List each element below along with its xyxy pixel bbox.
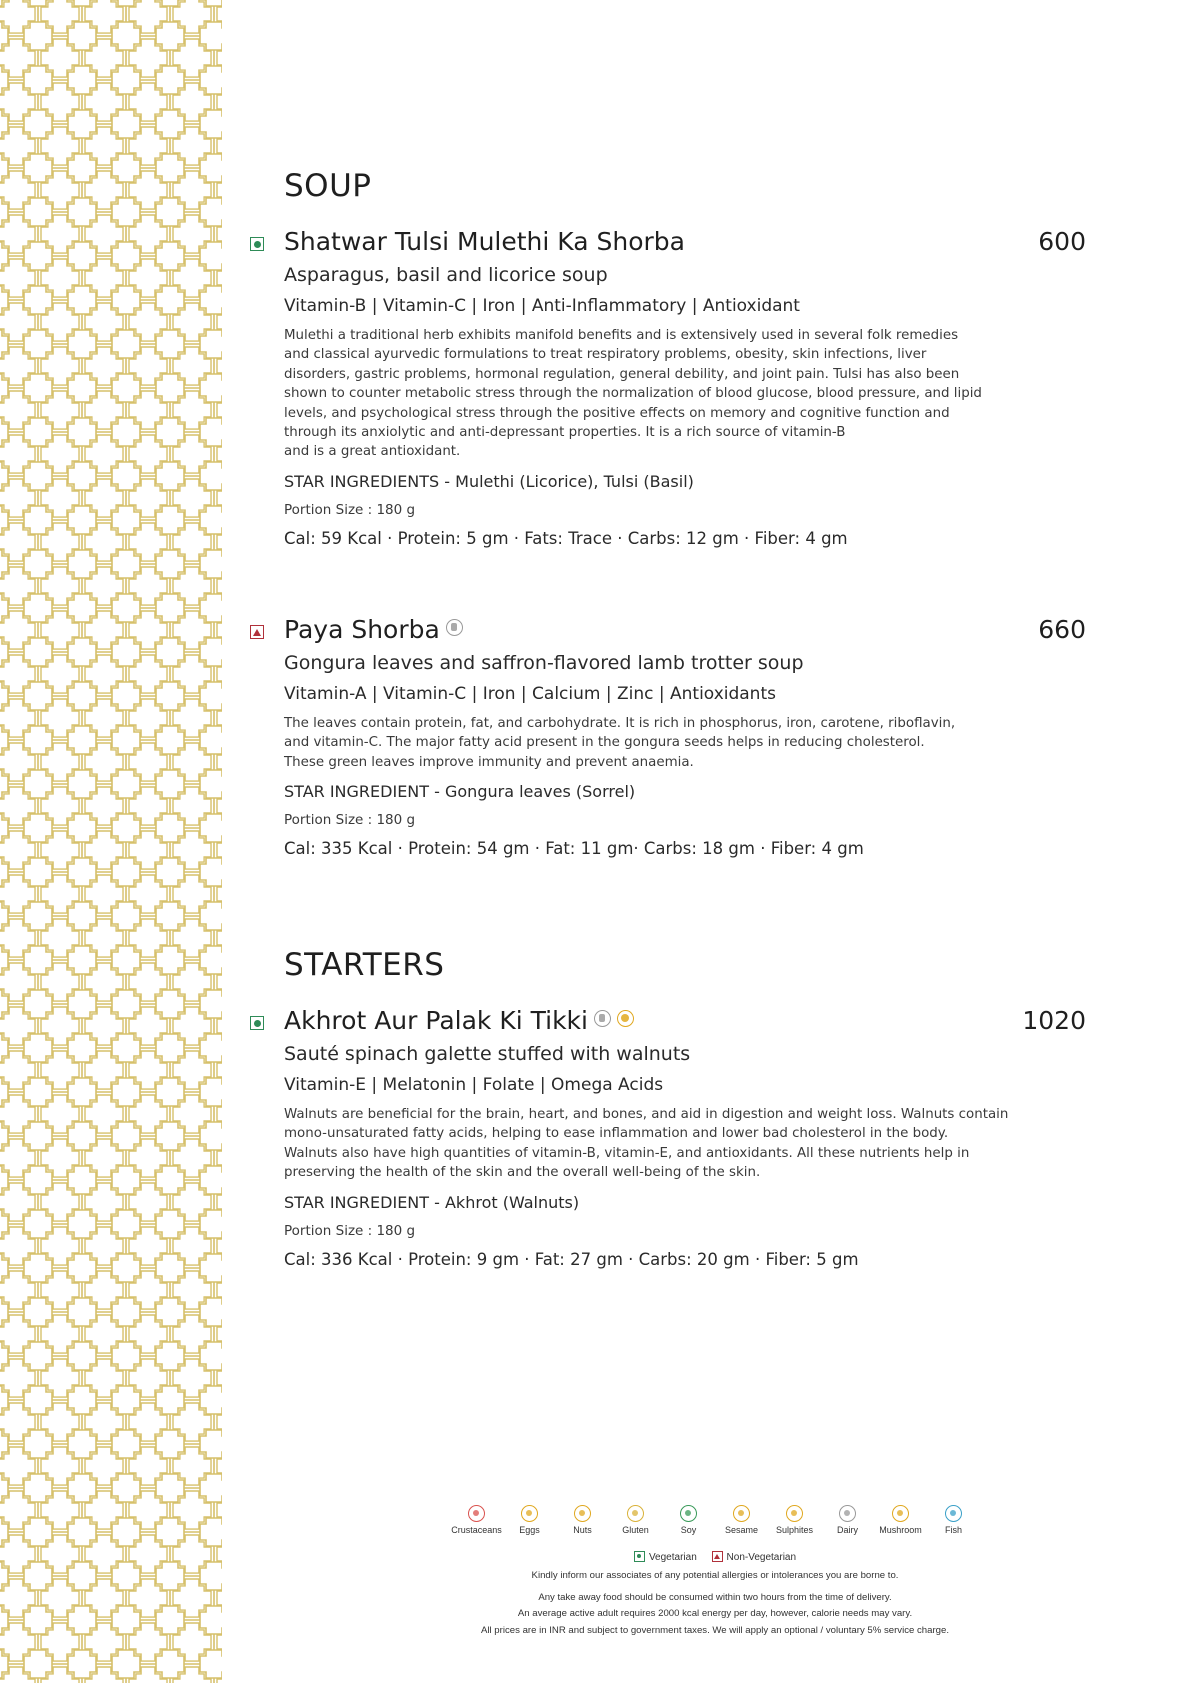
diet-legend [450,1551,980,1563]
item-description: Walnuts are beneficial for the brain, heart, and bones, and aid in digestion and weight loss. Walnuts contain mono-unsaturated fatty acids, helping to ease inflammation and lower bad cholesterol in the body. Walnuts also have high quantities of vitamin-B, vitamin-E, and antioxidants. All these nutrients help in preserving the health of the skin and the overall well-being of the skin. [284,1107,1009,1181]
menu-item [250,227,1090,548]
allergen-legend-label: Sesame [724,1525,759,1535]
veg-label: Vegetarian [648,1552,697,1563]
section-title-starters: STARTERS [284,947,445,983]
takeaway-notice: Any take away food should be consumed within two hours from the time of delivery. [538,1591,892,1603]
allergen-legend-label: Mushroom [879,1525,922,1535]
allergen-legend-item [715,1505,768,1535]
item-calories: Cal: 335 Kcal · Protein: 54 gm · Fat: 11 gm· Carbs: 18 gm · Fiber: 4 gm [284,839,864,859]
item-nutrients: Vitamin-A | Vitamin-C | Iron | Calcium | Zinc | Antioxidants [284,684,776,704]
menu-item [250,1006,1090,1269]
allergen-legend-item [450,1505,503,1535]
allergen-legend-label: Gluten [622,1525,649,1535]
item-description: The leaves contain protein, fat, and carbohydrate. It is rich in phosphorus, iron, carotene, riboflavin, and vitamin-C. The major fatty acid present in the gongura seeds helps in reducing cholesterol. These green leaves improve immunity and prevent anaemia. [284,716,956,770]
soy-icon [680,1505,697,1522]
non-veg-icon [250,625,264,639]
non-veg-icon [712,1551,723,1562]
allergen-legend-item [927,1505,980,1535]
non-veg-label: Non-Vegetarian [726,1552,797,1563]
veg-icon [634,1551,645,1562]
price-notice: All prices are in INR and subject to government taxes. We will apply an optional / voluntary 5% service charge. [480,1624,949,1636]
allergen-legend-label: Crustaceans [451,1525,502,1535]
item-price: 660 [1038,615,1086,644]
dairy-icon [839,1505,856,1522]
allergen-legend-label: Nuts [573,1525,592,1535]
item-description: Mulethi a traditional herb exhibits manifold benefits and is extensively used in several folk remedies and classical ayurvedic formulations to treat respiratory problems, obesity, skin infections, liver disorders, gastric problems, hormonal regulation, general debility, and joint pain. Tulsi has also been shown to counter metabolic stress through the normalization of blood glucose, blood pressure, and lipid levels, and psychological stress through the positive effects on memory and cognitive function and through its anxiolytic and anti-depressant properties. It is a rich source of vitamin-B and is a great antioxidant. [284,328,982,460]
sesame-icon [733,1505,750,1522]
menu-item [250,615,1090,858]
item-subtitle: Gongura leaves and saffron-flavored lamb trotter soup [284,652,804,674]
allergen-legend-item [768,1505,821,1535]
item-star-ingredients: STAR INGREDIENTS - Mulethi (Licorice), Tulsi (Basil) [284,471,694,491]
allergen-icon-row [450,1505,980,1535]
allergen-legend-item [609,1505,662,1535]
item-nutrients: Vitamin-E | Melatonin | Folate | Omega Acids [284,1075,664,1095]
item-name: Paya Shorba [284,615,463,644]
item-subtitle: Asparagus, basil and licorice soup [284,264,608,286]
nuts-icon [574,1505,591,1522]
allergen-legend-item [821,1505,874,1535]
item-nutrients: Vitamin-B | Vitamin-C | Iron | Anti-Inflammatory | Antioxidant [284,296,800,316]
item-portion-size: Portion Size : 180 g [284,1222,416,1239]
veg-icon [250,1016,264,1030]
item-portion-size: Portion Size : 180 g [284,812,416,829]
allergen-legend-label: Fish [944,1525,962,1535]
eggs-icon [521,1505,538,1522]
item-calories: Cal: 336 Kcal · Protein: 9 gm · Fat: 27 gm · Carbs: 20 gm · Fiber: 5 gm [284,1249,859,1269]
allergen-legend [450,1505,980,1637]
gluten-icon [446,619,463,636]
veg-icon [250,237,264,251]
item-name: Akhrot Aur Palak Ki Tikki [284,1006,634,1035]
item-calories: Cal: 59 Kcal · Protein: 5 gm · Fats: Trace · Carbs: 12 gm · Fiber: 4 gm [284,528,848,548]
allergen-legend-item [503,1505,556,1535]
item-star-ingredients: STAR INGREDIENT - Gongura leaves (Sorrel) [284,782,636,802]
item-price: 600 [1038,227,1086,256]
calorie-notice: An average active adult requires 2000 kcal energy per day, however, calorie needs may vary. [517,1608,913,1619]
item-price: 1020 [1022,1006,1086,1035]
item-portion-size: Portion Size : 180 g [284,501,416,518]
allergen-legend-item [874,1505,927,1535]
section-title-soup: SOUP [284,168,372,204]
gluten-icon [627,1505,644,1522]
allergen-legend-label: Dairy [836,1525,858,1535]
allergen-legend-label: Soy [680,1525,697,1535]
allergen-legend-item [556,1505,609,1535]
sulphites-icon [786,1505,803,1522]
item-subtitle: Sauté spinach galette stuffed with walnuts [284,1043,691,1065]
item-star-ingredients: STAR INGREDIENT - Akhrot (Walnuts) [284,1192,580,1212]
item-name: Shatwar Tulsi Mulethi Ka Shorba [284,227,685,256]
allergen-legend-label: Sulphites [775,1525,814,1535]
mushroom-icon [892,1505,909,1522]
crustaceans-icon [468,1505,485,1522]
allergen-legend-item [662,1505,715,1535]
nuts-icon [617,1010,634,1027]
allergy-notice: Kindly inform our associates of any potential allergies or intolerances you are borne to. [531,1570,899,1581]
fish-icon [945,1505,962,1522]
gluten-icon [594,1010,611,1027]
allergen-legend-label: Eggs [519,1525,540,1535]
